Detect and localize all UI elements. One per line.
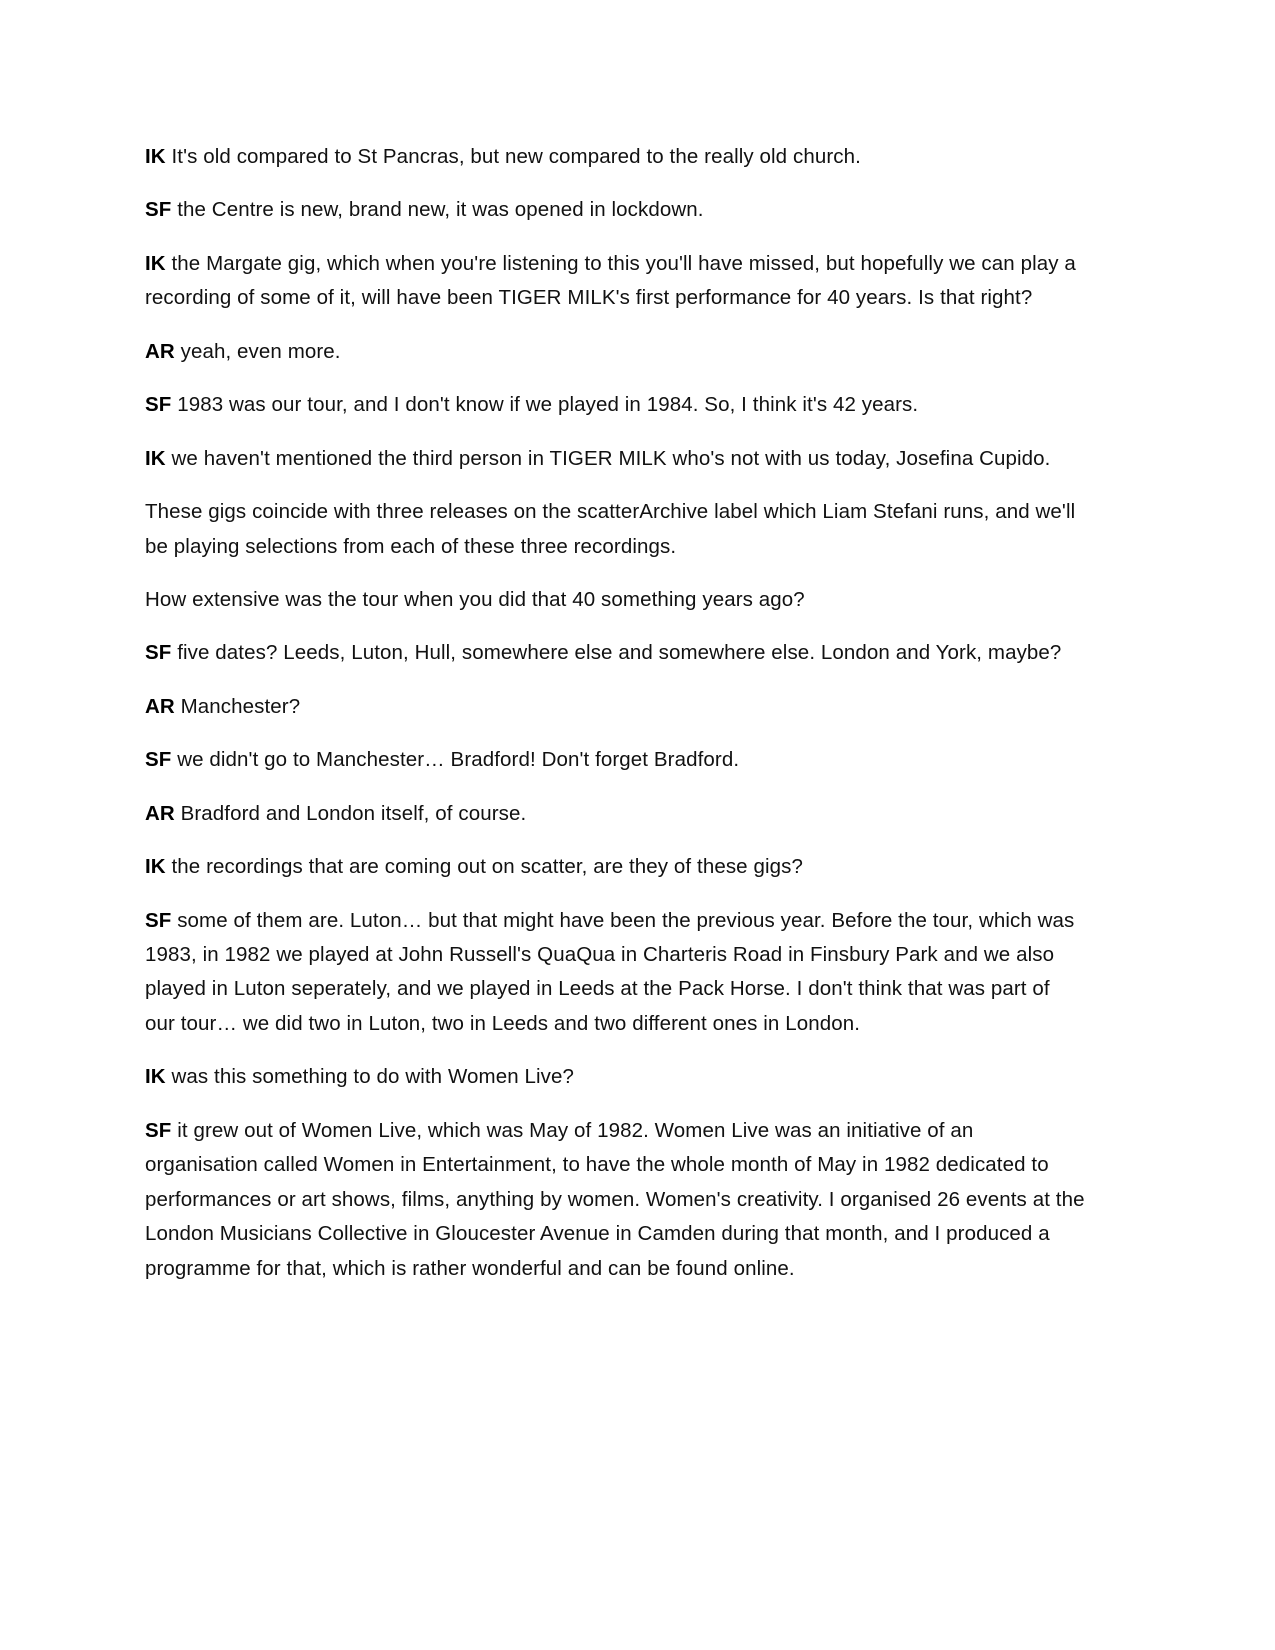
transcript-body [145,140,1085,1286]
transcript-paragraph [145,904,1085,1042]
paragraph-text: the Margate gig, which when you're listening to this you'll have missed, but hopefully we can play a recording of some of it, will have been TIGER MILK's first performance for 40 years. Is that right? [145,251,1076,310]
speaker-label: IK [145,446,172,470]
transcript-paragraph [145,247,1085,316]
transcript-paragraph [145,1060,1085,1094]
paragraph-text: the Centre is new, brand new, it was opened in lockdown. [177,198,704,222]
transcript-paragraph [145,495,1085,564]
paragraph-text: five dates? Leeds, Luton, Hull, somewhere else and somewhere else. London and York, maybe? [177,641,1062,665]
speaker-label: AR [145,801,181,825]
transcript-paragraph [145,442,1085,476]
paragraph-text: yeah, even more. [180,339,341,363]
speaker-label: IK [145,251,172,275]
transcript-paragraph [145,797,1085,831]
paragraph-text: it grew out of Women Live, which was May of 1982. Women Live was an initiative of an organisation called Women in Entertainment, to have the whole month of May in 1982 dedicated to performances or art shows, films, anything by women. Women's creativity. I organised 26 events at the London Musicians Collective in Gloucester Avenue in Camden during that month, and I produced a programme for that, which is rather wonderful and can be found online. [145,1118,1085,1280]
speaker-label: SF [145,748,178,772]
transcript-paragraph [145,583,1085,617]
transcript-paragraph [145,743,1085,777]
transcript-paragraph [145,388,1085,422]
paragraph-text: These gigs coincide with three releases on the scatterArchive label which Liam Stefani runs, and we'll be playing selections from each of these three recordings. [145,500,1076,558]
paragraph-text: 1983 was our tour, and I don't know if we played in 1984. So, I think it's 42 years. [177,393,919,417]
paragraph-text: Manchester? [180,694,301,718]
transcript-paragraph [145,193,1085,227]
speaker-label: SF [145,393,178,417]
transcript-paragraph [145,140,1085,174]
speaker-label: AR [145,339,181,363]
paragraph-text: some of them are. Luton… but that might have been the previous year. Before the tour, which was 1983, in 1982 we played at John Russell's QuaQua in Charteris Road in Finsbury Park and we also played in Luton seperately, and we played in Leeds at the Pack Horse. I don't think that was part of our tour… we did two in Luton, two in Leeds and two different ones in London. [145,908,1075,1035]
transcript-paragraph [145,636,1085,670]
paragraph-text: How extensive was the tour when you did that 40 something years ago? [145,587,805,611]
paragraph-text: we haven't mentioned the third person in TIGER MILK who's not with us today, Josefina Cupido. [171,446,1051,470]
paragraph-text: It's old compared to St Pancras, but new compared to the really old church. [171,145,861,168]
transcript-paragraph [145,1114,1085,1286]
paragraph-text: was this something to do with Women Live? [171,1065,575,1089]
transcript-paragraph [145,850,1085,884]
paragraph-text: the recordings that are coming out on scatter, are they of these gigs? [171,855,803,879]
speaker-label: IK [145,145,172,168]
speaker-label: SF [145,1118,178,1142]
speaker-label: IK [145,1065,172,1089]
speaker-label: SF [145,198,178,222]
speaker-label: SF [145,908,178,932]
speaker-label: SF [145,641,178,665]
speaker-label: IK [145,855,172,879]
paragraph-text: Bradford and London itself, of course. [180,801,527,825]
transcript-paragraph [145,690,1085,724]
speaker-label: AR [145,694,181,718]
transcript-paragraph [145,335,1085,369]
paragraph-text: we didn't go to Manchester… Bradford! Don't forget Bradford. [177,748,740,772]
